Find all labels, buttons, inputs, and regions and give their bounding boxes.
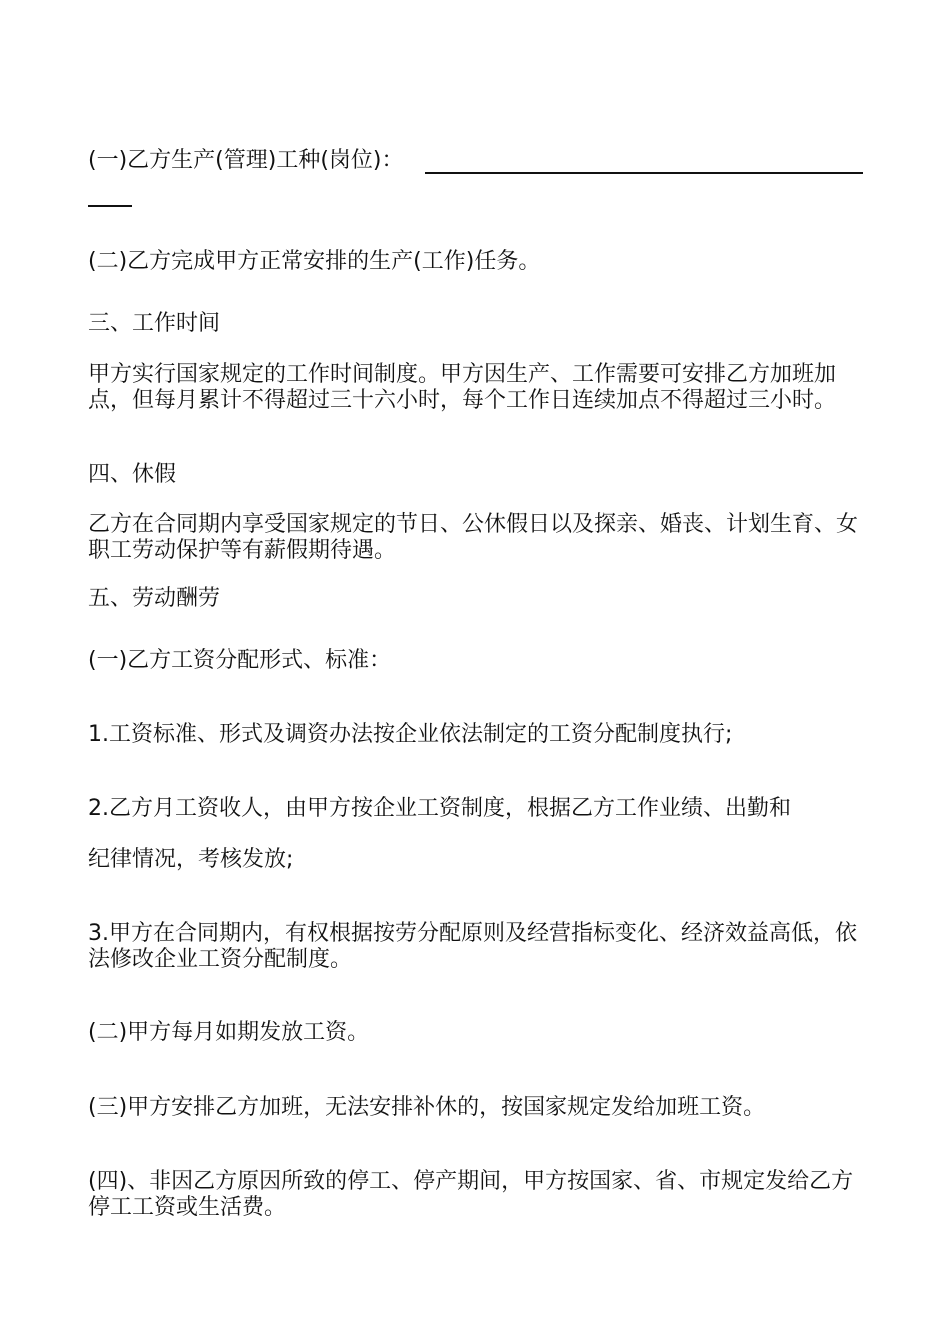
overtime-pay-paragraph: (三)甲方安排乙方加班，无法安排补休的，按国家规定发给加班工资。 bbox=[88, 1095, 766, 1120]
stoppage-pay-paragraph: (四)、非因乙方原因所致的停工、停产期间，甲方按国家、省、市规定发给乙方停工工资或生活费。 bbox=[88, 1169, 854, 1220]
wage-form-paragraph: (一)乙方工资分配形式、标准： bbox=[88, 648, 392, 673]
work-task-paragraph: (二)乙方完成甲方正常安排的生产(工作)任务。 bbox=[88, 249, 541, 274]
wage-item-2-line-2: 纪律情况，考核发放; bbox=[88, 847, 294, 872]
monthly-payment-paragraph: (二)甲方每月如期发放工资。 bbox=[88, 1020, 370, 1045]
section-heading-remuneration: 五、劳动酬劳 bbox=[88, 586, 221, 611]
job-type-blank-line bbox=[425, 172, 863, 174]
job-type-blank-line-continued bbox=[88, 205, 132, 207]
work-time-paragraph: 甲方实行国家规定的工作时间制度。甲方因生产、工作需要可安排乙方加班加点，但每月累计不得超过三十六小时，每个工作日连续加点不得超过三小时。 bbox=[88, 362, 837, 413]
wage-item-3: 3.甲方在合同期内，有权根据按劳分配原则及经营指标变化、经济效益高低，依法修改企业工资分配制度。 bbox=[88, 921, 857, 972]
wage-item-2-line-1: 2.乙方月工资收人，由甲方按企业工资制度，根据乙方工作业绩、出勤和 bbox=[88, 796, 791, 821]
job-type-label: (一)乙方生产(管理)工种(岗位)： bbox=[88, 148, 404, 173]
leave-paragraph: 乙方在合同期内享受国家规定的节日、公休假日以及探亲、婚丧、计划生育、女职工劳动保护等有薪假期待遇。 bbox=[88, 512, 859, 563]
section-heading-work-time: 三、工作时间 bbox=[88, 311, 221, 336]
wage-item-1: 1.工资标准、形式及调资办法按企业依法制定的工资分配制度执行; bbox=[88, 722, 733, 747]
section-heading-leave: 四、休假 bbox=[88, 462, 177, 487]
